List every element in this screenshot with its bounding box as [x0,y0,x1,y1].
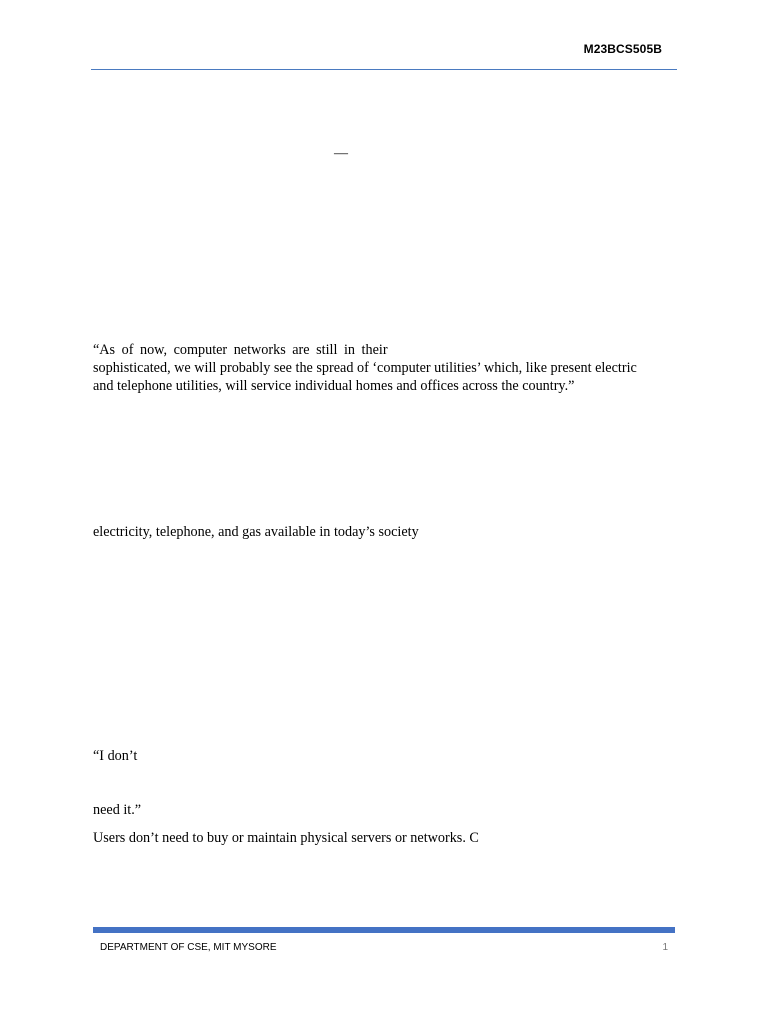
need-it-text: need it.” [93,802,142,818]
dash-mark: — [334,146,348,161]
header-divider [91,69,677,70]
footer-department: DEPARTMENT OF CSE, MIT MYSORE [100,942,277,953]
i-dont-text: “I don’t [93,748,138,764]
quote-line-1: “As of now, computer networks are still in their [93,342,388,358]
quote-paragraph [93,341,675,395]
users-text: Users don’t need to buy or maintain physical servers or networks. C [93,830,479,846]
utilities-text: electricity, telephone, and gas available in today’s society [93,524,419,540]
page-number: 1 [662,942,668,953]
footer-divider [93,927,675,933]
quote-line-2: sophisticated, we will probably see the spread of ‘computer utilities’ which, like present electric [93,360,637,376]
quote-line-3: and telephone utilities, will service individual homes and offices across the country.” [93,378,575,394]
course-code: M23BCS505B [583,42,662,56]
